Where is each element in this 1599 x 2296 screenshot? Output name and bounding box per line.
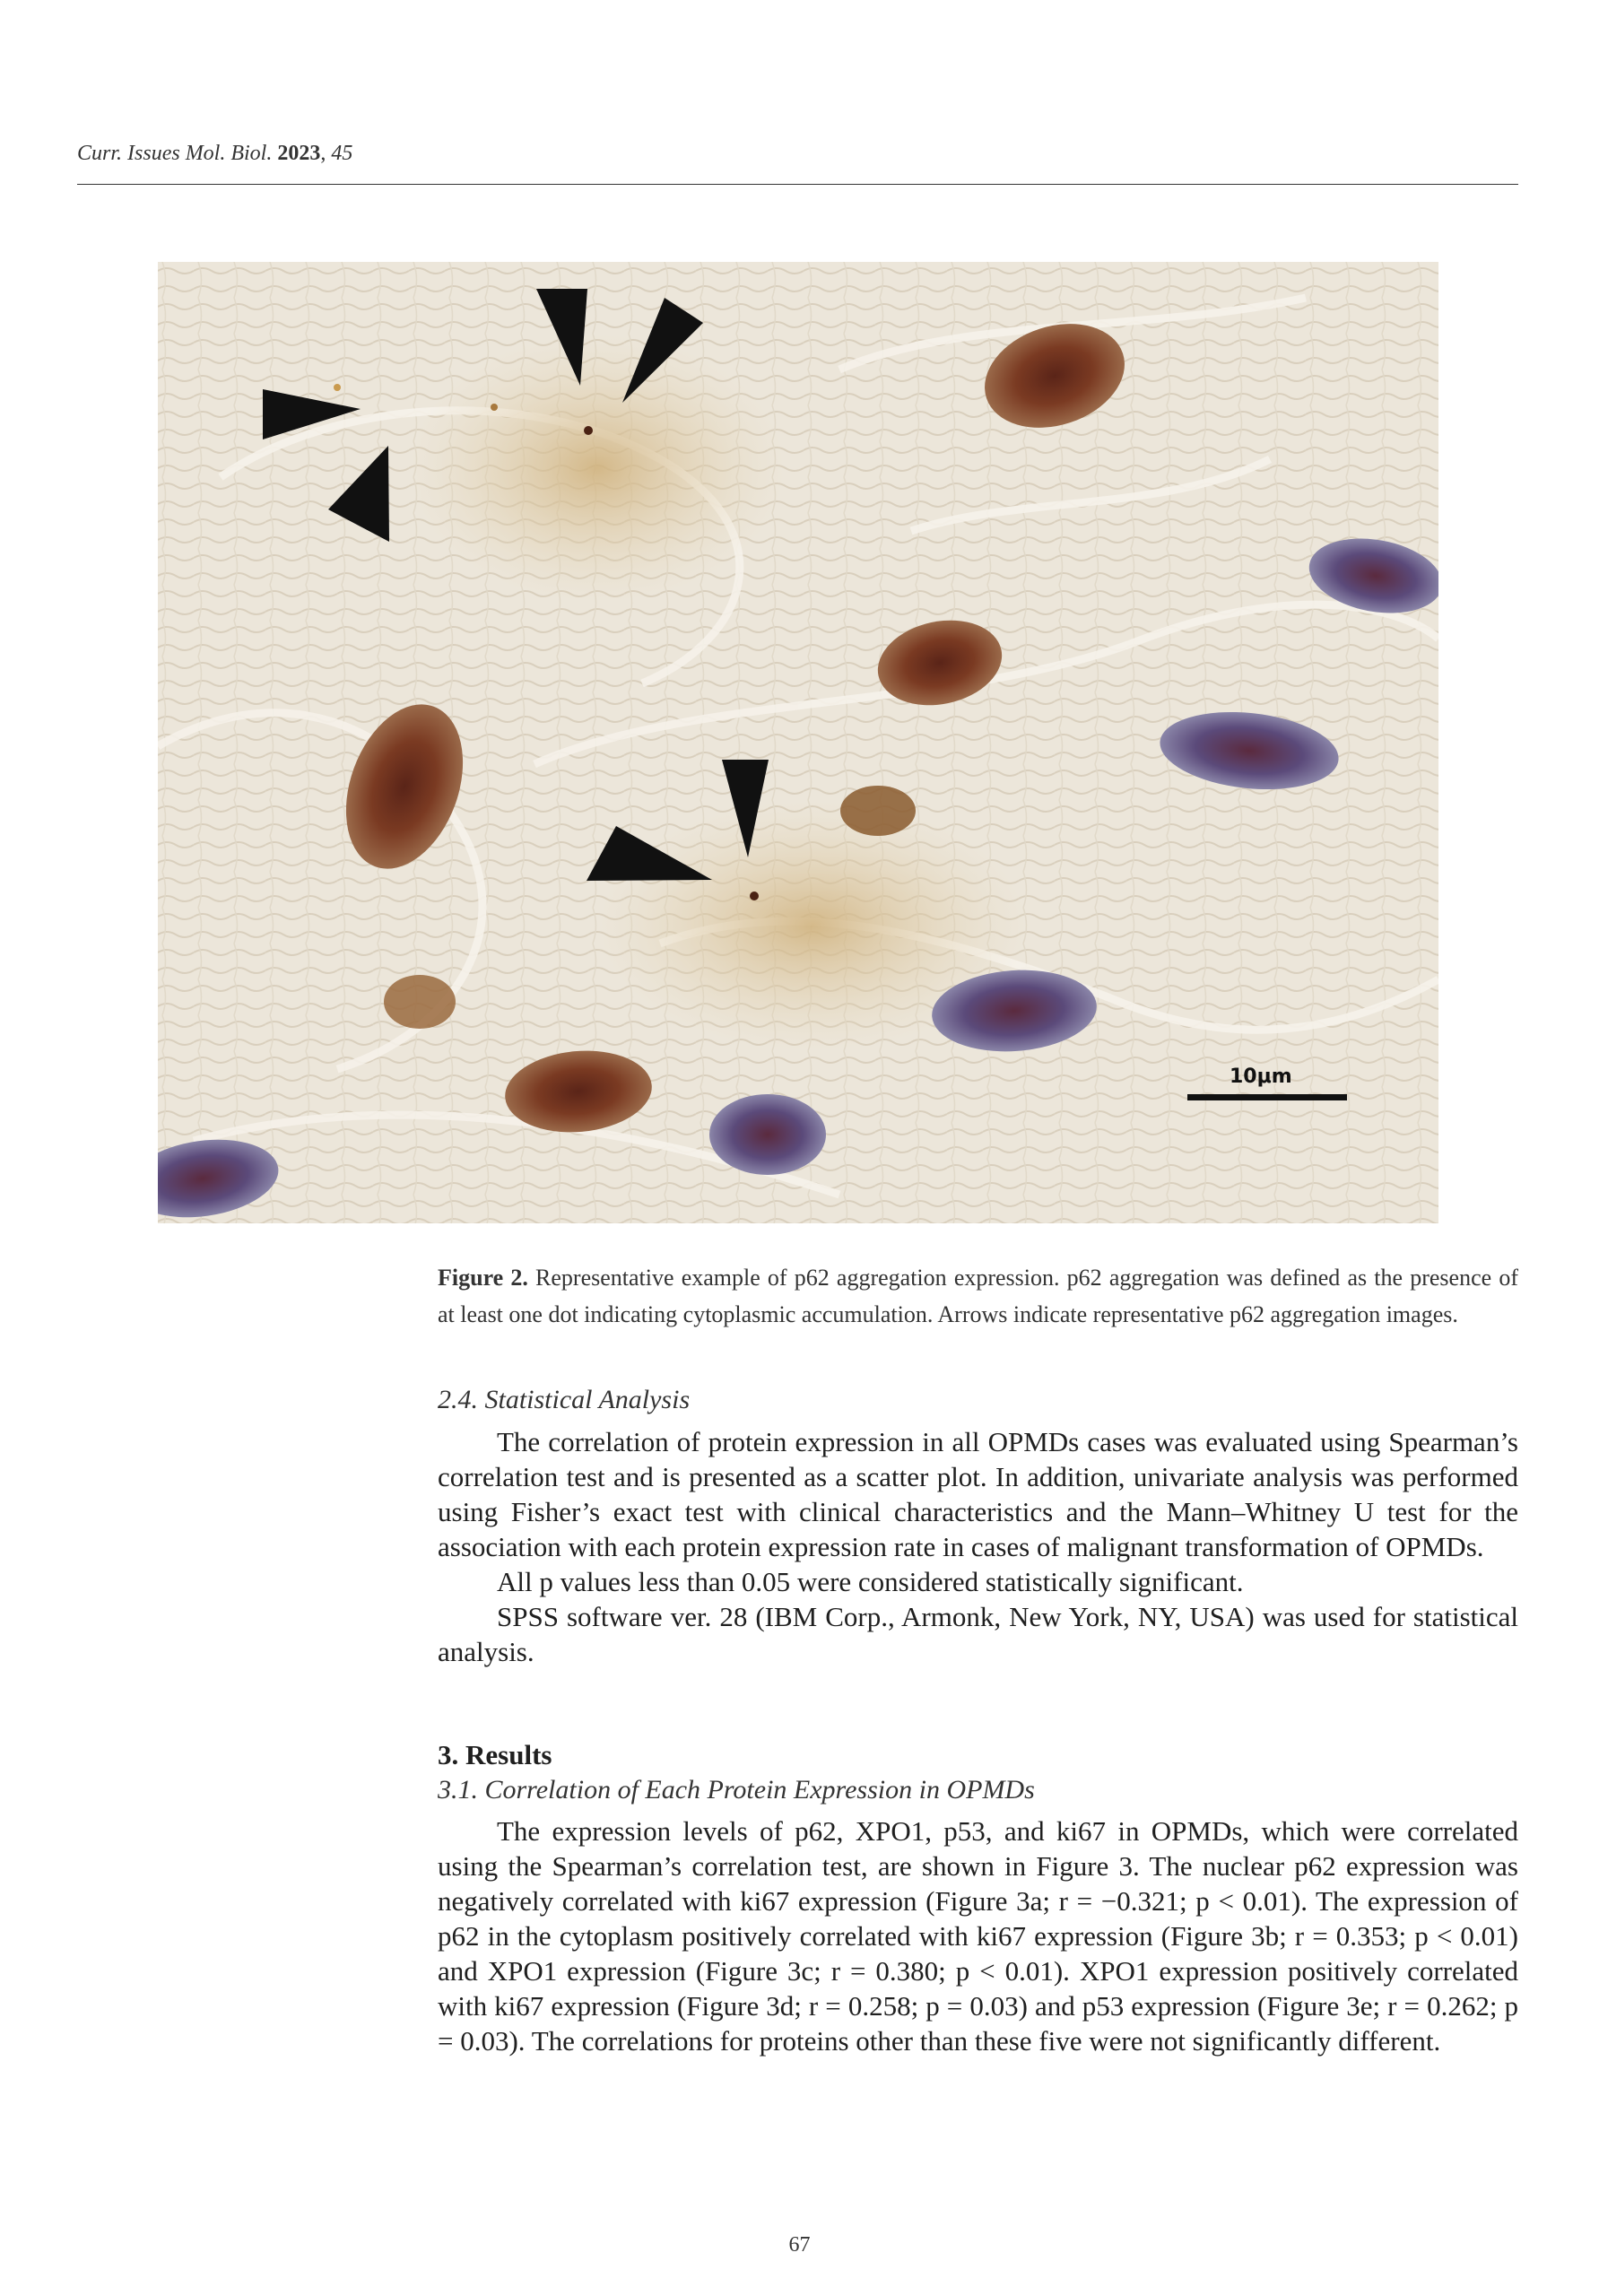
paragraph-statistics-1: The correlation of protein expression in all OPMDs cases was evaluated using Spearman’s correlation test and is presented as a scatter plot. In addition, univariate analysis was performed using Fisher’s exact test with clinical characteristics and the Mann–Whitney U test for the association with each protein expression rate in cases of malignant transformation of OPMDs.: [438, 1426, 1518, 1562]
figure-caption-label: Figure 2.: [438, 1265, 528, 1291]
page-number: 67: [788, 2233, 811, 2257]
section-3-1-heading: 3.1. Correlation of Each Protein Expression in OPMDs: [438, 1775, 1035, 1805]
scale-bar-label: 10μm: [1230, 1065, 1292, 1088]
section-statistical-analysis: [438, 1382, 1518, 1669]
journal-volume: 45: [331, 142, 353, 165]
running-header: Curr. Issues Mol. Biol. 2023, 45: [77, 142, 353, 165]
figure-caption-text: Representative example of p62 aggregation expression. p62 aggregation was defined as the presence of at least one dot indicating cytoplasmic accumulation. Arrows indicate representative p62 aggregation images.: [438, 1265, 1519, 1327]
micrograph-image: [158, 262, 1438, 1223]
section-results: [438, 1737, 1518, 2058]
paragraph-statistics-3: SPSS software ver. 28 (IBM Corp., Armonk, New York, NY, USA) was used for statistical analysis.: [438, 1601, 1518, 1667]
paragraph-results: The expression levels of p62, XPO1, p53, and ki67 in OPMDs, which were correlated using the Spearman’s correlation test, are shown in Figure 3. The nuclear p62 expression was negatively correlated with ki67 expression (Figure 3a; r = −0.321; p < 0.01). The expression of p62 in the cytoplasm positively correlated with ki67 expression (Figure 3b; r = 0.353; p < 0.01) and XPO1 expression (Figure 3c; r = 0.380; p < 0.01). XPO1 expression positively correlated with ki67 expression (Figure 3d; r = 0.258; p = 0.03) and p53 expression (Figure 3e; r = 0.262; p = 0.03). The correlations for proteins other than these five were not significantly different.: [438, 1815, 1518, 2057]
journal-year: 2023: [277, 142, 321, 165]
journal-name: Curr. Issues Mol. Biol.: [77, 142, 273, 165]
paragraph-statistics-2: All p values less than 0.05 were considered statistically significant.: [497, 1566, 1244, 1597]
section-2-4-heading: 2.4. Statistical Analysis: [438, 1385, 691, 1414]
micrograph-figure: [158, 262, 1438, 1223]
header-rule: [77, 184, 1518, 185]
section-3-heading: 3. Results: [438, 1739, 552, 1770]
scale-bar: [1187, 1094, 1347, 1100]
figure-caption: [438, 1259, 1518, 1333]
